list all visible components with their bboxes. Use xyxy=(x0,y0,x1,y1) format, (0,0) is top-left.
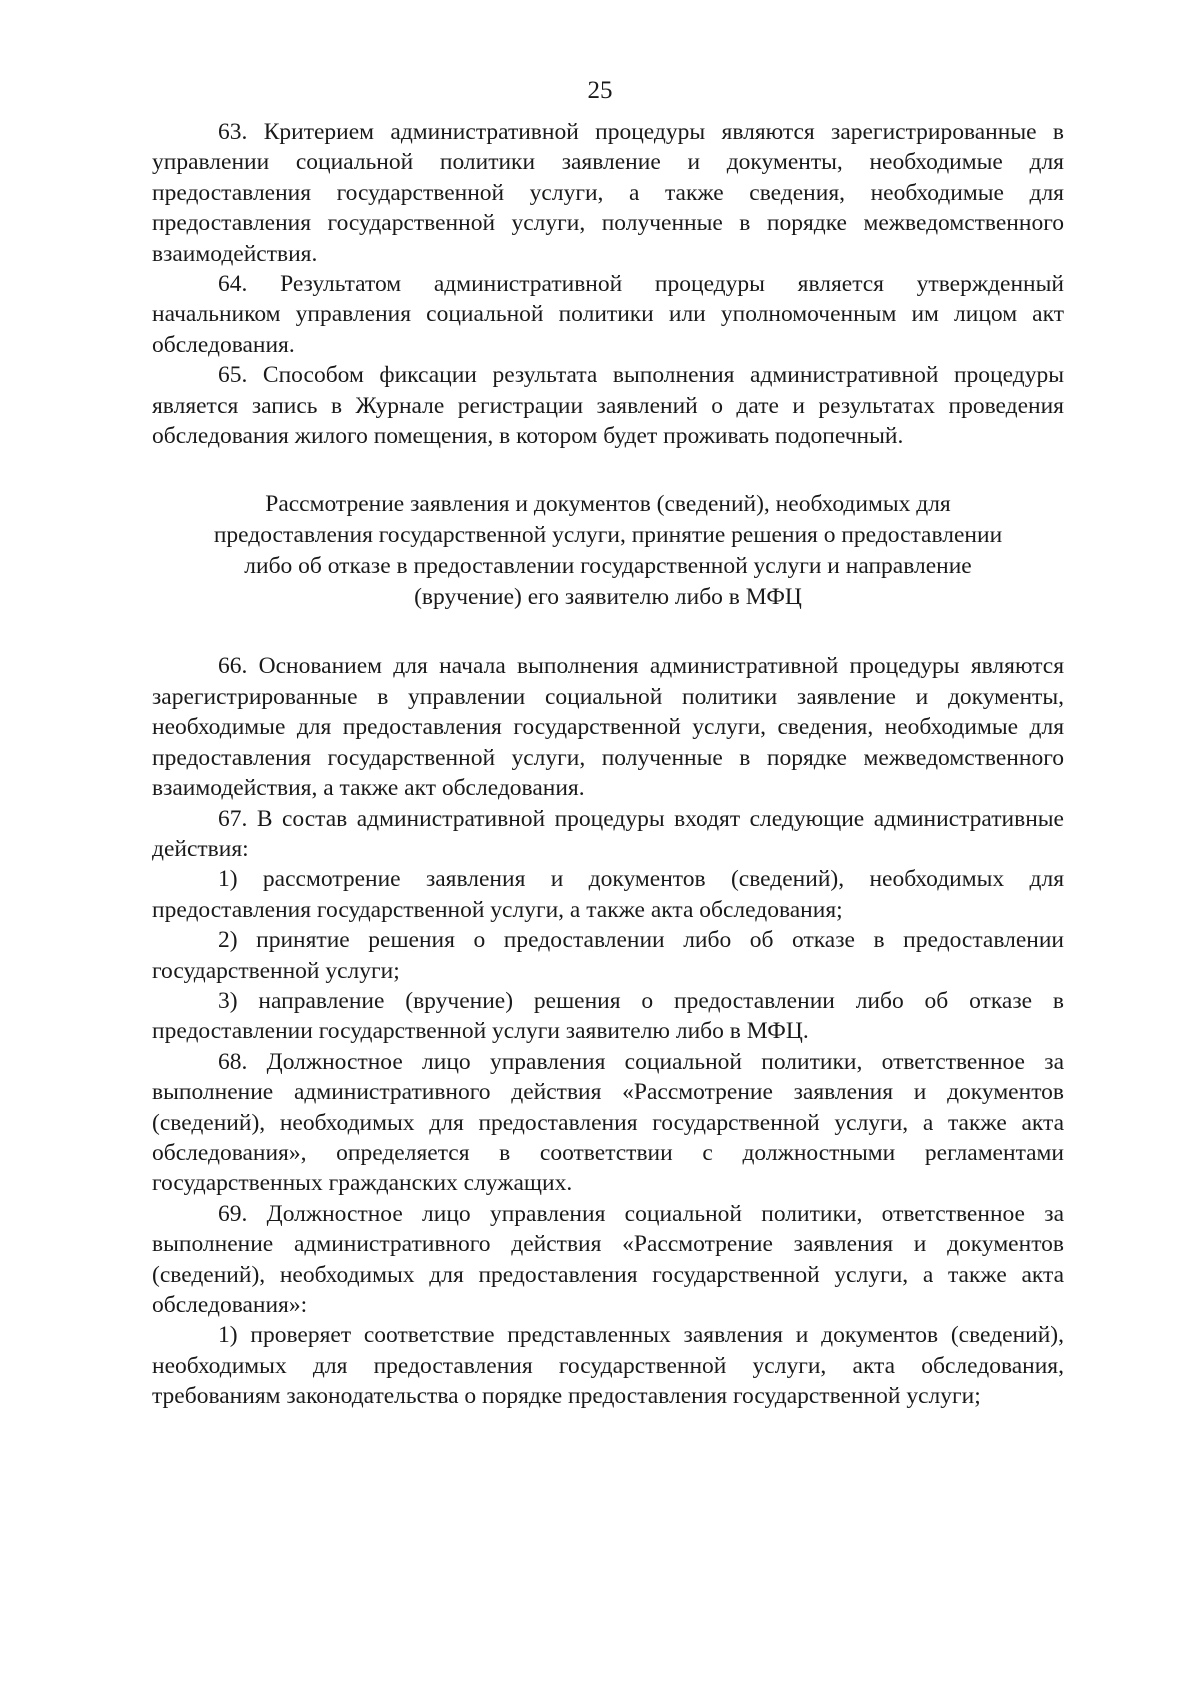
paragraph-67: 67. В состав административной процедуры входят следующие административные действия: xyxy=(152,805,1064,862)
paragraph-63: 63. Критерием административной процедуры являются зарегистрированные в управлении социальной политики заявление и документы, необходимые для предоставления государственной услуги, а также сведения, необходимые для предоставления государственной услуги, полученные в порядке межведомственного взаимодействия. xyxy=(152,119,1064,267)
paragraph-67-item-3: 3) направление (вручение) решения о предоставлении либо об отказе в предоставлении государственной услуги заявителю либо в МФЦ. xyxy=(152,987,1064,1045)
paragraph-66: 66. Основанием для начала выполнения административной процедуры являются зарегистрированные в управлении социальной политики заявление и документы, необходимые для предоставления государственной услуги, сведения, необходимые для предоставления государственной услуги, полученные в порядке межведомственного взаимодействия, а также акт обследования. xyxy=(152,653,1064,802)
document-body xyxy=(152,117,1064,1412)
page-number: 25 xyxy=(587,77,613,104)
paragraph-64: 64. Результатом административной процедуры является утвержденный начальником управления социальной политики или уполномоченным им лицом акт обследования. xyxy=(152,271,1064,358)
paragraph-68: 68. Должностное лицо управления социальной политики, ответственное за выполнение административного действия «Рассмотрение заявления и документов (сведений), необходимых для предоставления государственной услуги, а также акта обследования», определяется в соответствии с должностными регламентами государственных гражданских служащих. xyxy=(152,1048,1064,1197)
paragraph-69: 69. Должностное лицо управления социальной политики, ответственное за выполнение административного действия «Рассмотрение заявления и документов (сведений), необходимых для предоставления государственной услуги, а также акта обследования»: xyxy=(152,1200,1064,1318)
section-heading: Рассмотрение заявления и документов (сведений), необходимых для предоставления государственной услуги, принятие решения о предоставлении либо об отказе в предоставлении государственной услуги и направление (вручение) его заявителю либо в МФЦ xyxy=(213,491,1003,611)
paragraph-67-item-2: 2) принятие решения о предоставлении либо об отказе в предоставлении государственной услуги; xyxy=(152,927,1064,984)
paragraph-69-item-1: 1) проверяет соответствие представленных заявления и документов (сведений), необходимых для предоставления государственной услуги, акта обследования, требованиям законодательства о порядке предоставления государственной услуги; xyxy=(152,1322,1064,1410)
paragraph-65: 65. Способом фиксации результата выполнения административной процедуры является запись в Журнале регистрации заявлений о дате и результатах проведения обследования жилого помещения, в котором будет проживать подопечный. xyxy=(152,362,1064,450)
paragraph-67-item-1: 1) рассмотрение заявления и документов (сведений), необходимых для предоставления государственной услуги, а также акта обследования; xyxy=(152,866,1064,923)
